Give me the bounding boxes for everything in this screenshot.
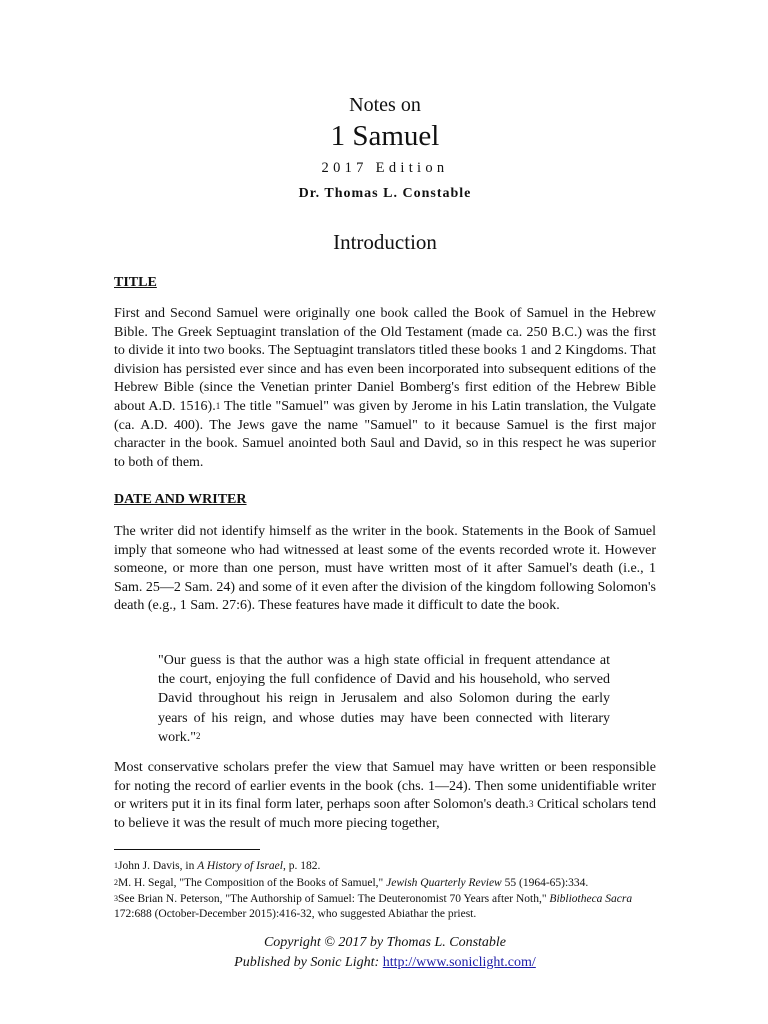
- footnote-3-number: 3: [114, 894, 118, 903]
- author-name: Dr. Thomas L. Constable: [298, 186, 472, 201]
- footnote-3-source: Bibliotheca Sacra: [549, 893, 633, 905]
- section-heading-title: TITLE: [114, 275, 157, 290]
- block-quote: [158, 651, 610, 747]
- website-link[interactable]: http://www.soniclight.com/: [382, 955, 536, 970]
- book-title: 1 Samuel: [330, 120, 440, 152]
- footnote-3-text-post: 172:688 (October-December 2015):416-32, who suggested Abiathar the priest.: [114, 907, 477, 920]
- footnote-2-text-pre: M. H. Segal, "The Composition of the Books of Samuel,": [118, 877, 387, 889]
- footnote-3-text-pre: See Brian N. Peterson, "The Authorship of Samuel: The Deuteronomist 70 Years after Noth,": [118, 893, 550, 905]
- edition-label: 2017 Edition: [321, 160, 449, 176]
- footnote-ref-2[interactable]: 2: [196, 730, 201, 741]
- footnote-1-source: A History of Israel: [197, 860, 283, 872]
- pre-title: Notes on: [349, 94, 421, 116]
- introduction-heading: Introduction: [333, 230, 437, 254]
- footnote-3: [114, 892, 656, 921]
- footnote-ref-1[interactable]: 1: [215, 400, 221, 411]
- footnote-2-text-post: 55 (1964-65):334.: [501, 877, 589, 889]
- footnote-2-number: 2: [114, 878, 118, 887]
- date-writer-paragraph-1: The writer did not identify himself as the writer in the book. Statements in the Book of Samuel imply that someone who had witnessed at least some of the events recorded wrote it. However someone, or more than one person, must have written most of it after Samuel's death (i.e., 1 Sam. 25—2 Sam. 24) and some of it even after the division of the kingdom following Solomon's death (e.g., 1 Sam. 27:6). These features have made it difficult to date the book.: [114, 524, 656, 614]
- footnote-2-source: Jewish Quarterly Review: [386, 877, 502, 889]
- date-writer-paragraph-2-text-a: Most conservative scholars prefer the view that Samuel may have written or been responsible for noting the record of earlier events in the book (chs. 1—24). Then some unidentifiable writer or writers put it in its final form later, perhaps soon after Solomon's death.: [114, 760, 656, 813]
- block-quote-text: "Our guess is that the author was a high state official in frequent attendance at the court, enjoying the full confidence of David and his household, who served David throughout his reign in Jerusalem and also Solomon during the early years of his reign, and whose duties may have been connected with literary work.": [158, 653, 610, 745]
- footnote-1: [114, 859, 656, 874]
- title-paragraph: [114, 305, 656, 472]
- footnote-ref-3[interactable]: 3: [528, 799, 534, 810]
- date-writer-paragraph-2-text-b: Critical scholars tend to believe it was the result of much more piecing together,: [114, 797, 657, 831]
- footnote-1-text-post: , p. 182.: [282, 860, 321, 872]
- publisher-label: Published by Sonic Light:: [234, 955, 383, 970]
- title-paragraph-text-b: The title "Samuel" was given by Jerome in his Latin translation, the Vulgate (ca. A.D. 400). The Jews gave the name "Samuel" to it because Samuel is the first major character in the book. Samuel anointed both Saul and David, so in this respect he was superior to both of them.: [114, 398, 656, 470]
- footnote-1-number: 1: [114, 861, 118, 870]
- section-heading-date-writer: DATE AND WRITER: [114, 492, 247, 507]
- copyright-line: Copyright © 2017 by Thomas L. Constable: [263, 935, 507, 950]
- publisher-line: [114, 953, 656, 972]
- footnote-2: [114, 876, 656, 891]
- title-paragraph-text-a: First and Second Samuel were originally one book called the Book of Samuel in the Hebrew Bible. The Greek Septuagint translation of the Old Testament (made ca. 250 B.C.) was the first to divide it into two books. The Septuagint translators titled these books 1 and 2 Kingdoms. That division has persisted ever since and has even been incorporated into subsequent editions of the Hebrew Bible (since the Venetian printer Daniel Bomberg's first edition of the Hebrew Bible about A.D. 1516).: [114, 306, 656, 414]
- date-writer-paragraph-2: [114, 759, 656, 833]
- footnote-1-text-pre: John J. Davis, in: [118, 860, 198, 872]
- footnote-divider: [114, 849, 260, 850]
